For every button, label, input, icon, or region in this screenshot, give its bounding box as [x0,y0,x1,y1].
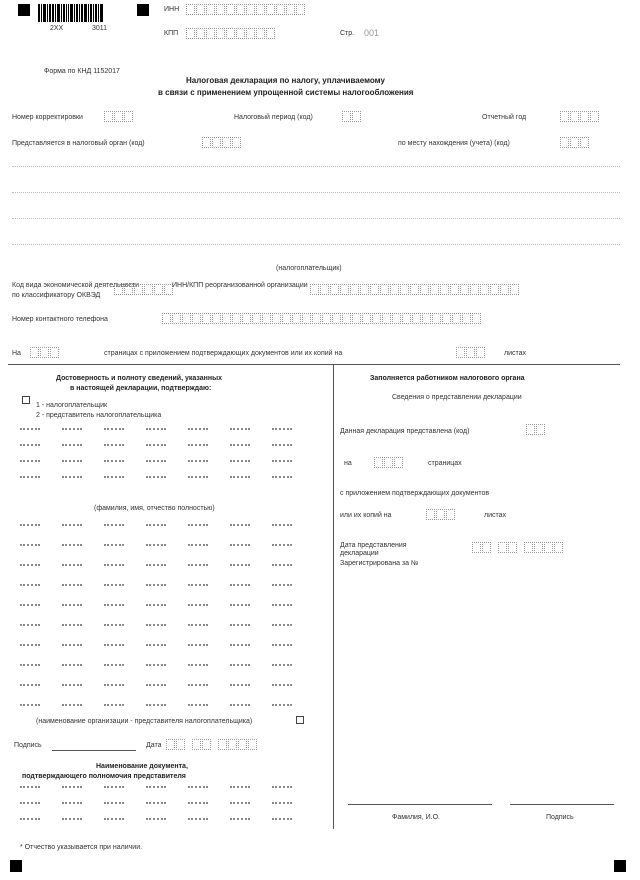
corner-marker-top-center [137,4,149,16]
tax-authority-cells [202,137,241,148]
barcode [38,4,103,22]
org-grid-row-6 [20,624,292,626]
org-grid-row-7 [20,644,292,646]
taxpayer-name-grid [12,156,620,256]
doc-grid-row-3 [20,818,292,820]
doc-grid-row-1 [20,786,292,788]
section-divider [8,364,620,365]
pages-text: страницах с приложением подтверждающих документов или их копий на [104,350,343,357]
barcode-number-left: 2XX [50,25,64,32]
page-value: 001 [364,28,380,38]
org-grid-row-9 [20,684,292,686]
form-title-line2: в связи с применением упрощенной системы налогообложения [158,88,414,97]
right-pages-suffix: страницах [428,460,462,467]
column-divider [333,364,334,829]
corner-marker-bottom-left [10,860,22,872]
org-grid-row-10 [20,704,292,706]
fio-caption: (фамилия, имя, отчество полностью) [94,505,215,512]
org-grid-row-3 [20,564,292,566]
form-title-line1: Налоговая декларация по налогу, уплачиваемому [186,76,385,85]
org-grid-row-4 [20,584,292,586]
tax-period-cells [342,111,361,122]
right-fio-caption: Фамилия, И.О. [392,814,440,821]
copies-label: или их копий на [340,512,392,519]
activity-code-label: Код вида экономической деятельности [12,282,140,289]
org-grid-row-5 [20,604,292,606]
tax-authority-label: Представляется в налоговый орган (код) [12,140,145,147]
taxpayer-caption: (налогоплательщик) [276,265,342,272]
doc-title-line2: подтверждающего полномочия представителя [22,773,186,780]
right-pages-label: на [344,460,352,467]
docs-label: с приложением подтверждающих документов [340,490,490,497]
right-block-subtitle: Сведения о представлении декларации [392,394,522,401]
fio-grid-row-1 [20,428,292,430]
submission-code-label: Данная декларация представлена (код) [340,428,470,435]
doc-title-line1: Наименование документа, [96,763,188,770]
phone-label: Номер контактного телефона [12,316,108,323]
right-sign-caption: Подпись [546,814,574,821]
reorg-inn-label: ИНН/КПП реорганизованной организации [172,282,308,289]
reorg-inn-cells [310,284,519,295]
pages-cells [30,347,59,358]
right-date-cells [472,542,563,553]
signature-line [52,750,136,751]
pages-label: На [12,350,21,357]
right-pages-cells [374,457,403,468]
fio-grid-row-3 [20,460,292,462]
kpp-label: КПП [164,30,179,37]
date-cells [166,739,257,750]
fio-grid-row-4 [20,476,292,478]
date-label: Дата [146,742,162,749]
option-representative: 2 - представитель налогоплательщика [36,412,162,419]
copies-suffix: листах [484,512,507,519]
copies-cells [426,509,455,520]
inn-cells [186,4,305,15]
correction-cells [104,111,133,122]
corner-marker-top-left [18,4,30,16]
activity-code-sub: по классификатору ОКВЭД [12,292,101,299]
option-taxpayer: 1 - налогоплательщик [36,402,108,409]
org-grid-row-2 [20,544,292,546]
footnote: * Отчество указывается при наличии. [20,844,143,851]
location-label: по месту нахождения (учета) (код) [398,140,510,147]
right-date-label: Дата представления декларации [340,542,407,557]
correction-label: Номер корректировки [12,114,83,121]
report-year-cells [560,111,599,122]
kpp-cells [186,28,275,39]
reg-label: Зарегистрирована за № [340,560,419,567]
confirm-title-line1: Достоверность и полноту сведений, указанных [56,375,222,382]
confirm-title-line2: в настоящей декларации, подтверждаю: [70,385,212,392]
org-grid-row-1 [20,524,292,526]
page-label: Стр. [340,30,355,37]
sheets-label: листах [504,350,527,357]
activity-code-cells [114,284,173,295]
inn-label: ИНН [164,6,180,13]
sheets-cells [456,347,485,358]
location-cells [560,137,589,148]
signer-type-checkbox[interactable] [22,396,30,404]
fio-grid-row-2 [20,444,292,446]
org-caption-box [296,716,304,724]
right-block-title: Заполняется работником налогового органа [370,375,525,382]
org-grid-row-8 [20,664,292,666]
barcode-number-right: 3011 [92,25,108,32]
tax-period-label: Налоговый период (код) [234,114,313,121]
right-sign-line [510,804,614,805]
signature-label: Подпись [14,742,42,749]
report-year-label: Отчетный год [482,114,527,121]
submission-code-cells [526,424,545,435]
org-caption: (наименование организации - представителя налогоплательщика) [36,718,253,725]
right-fio-line [348,804,492,805]
phone-cells [162,313,481,324]
corner-marker-bottom-right [614,860,626,872]
doc-grid-row-2 [20,802,292,804]
form-code: Форма по КНД 1152017 [44,68,120,75]
